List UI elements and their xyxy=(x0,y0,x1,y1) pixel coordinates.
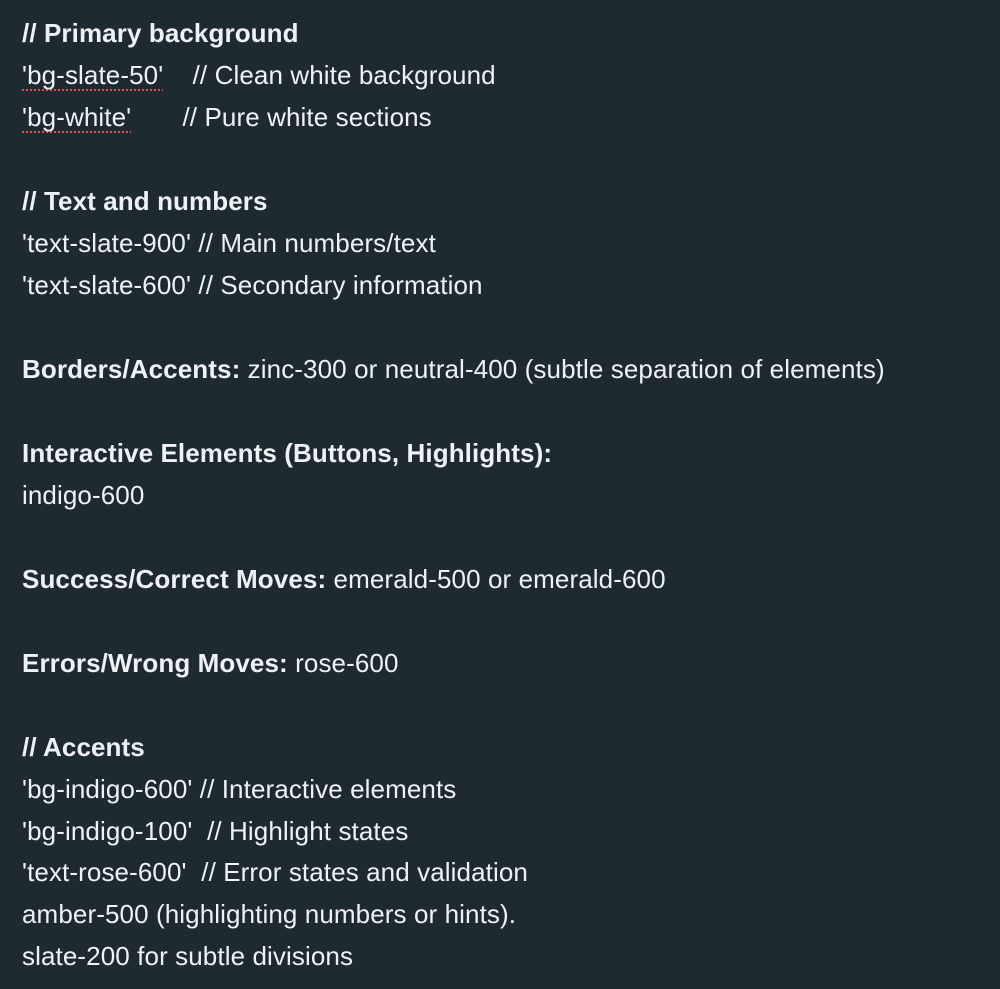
accents-heading: // Accents xyxy=(22,732,145,762)
borders-accents-line xyxy=(22,353,885,385)
errors-moves-line xyxy=(22,647,399,679)
text-numbers-heading: // Text and numbers xyxy=(22,186,268,216)
bg-indigo-100-line: 'bg-indigo-100' // Highlight states xyxy=(22,816,409,846)
borders-accents-value: zinc-300 or neutral-400 (subtle separation of elements) xyxy=(240,354,885,384)
borders-accents-label: Borders/Accents: xyxy=(22,354,241,384)
errors-moves-value: rose-600 xyxy=(287,648,399,678)
success-moves-line xyxy=(22,563,666,595)
success-moves-value: emerald-500 or emerald-600 xyxy=(326,564,666,594)
success-moves-label: Success/Correct Moves: xyxy=(22,564,327,594)
bg-slate-50-comment: // Clean white background xyxy=(163,60,496,90)
text-slate-900-line: 'text-slate-900' // Main numbers/text xyxy=(22,228,436,258)
text-rose-600-line: 'text-rose-600' // Error states and validation xyxy=(22,857,528,887)
interactive-elements-label: Interactive Elements (Buttons, Highlights): xyxy=(22,438,553,468)
interactive-elements-value: indigo-600 xyxy=(22,480,145,510)
amber-500-line: amber-500 (highlighting numbers or hints). xyxy=(22,899,517,929)
bg-white-comment: // Pure white sections xyxy=(131,102,432,132)
bg-indigo-600-line: 'bg-indigo-600' // Interactive elements xyxy=(22,774,457,804)
bg-slate-50-line xyxy=(22,59,496,91)
bg-slate-50-class: 'bg-slate-50' xyxy=(22,60,164,90)
errors-moves-label: Errors/Wrong Moves: xyxy=(22,648,288,678)
bg-white-line xyxy=(22,101,432,133)
text-slate-600-line: 'text-slate-600' // Secondary information xyxy=(22,270,483,300)
primary-background-heading: // Primary background xyxy=(22,18,299,48)
slate-200-line: slate-200 for subtle divisions xyxy=(22,941,354,971)
bg-white-class: 'bg-white' xyxy=(22,102,132,132)
